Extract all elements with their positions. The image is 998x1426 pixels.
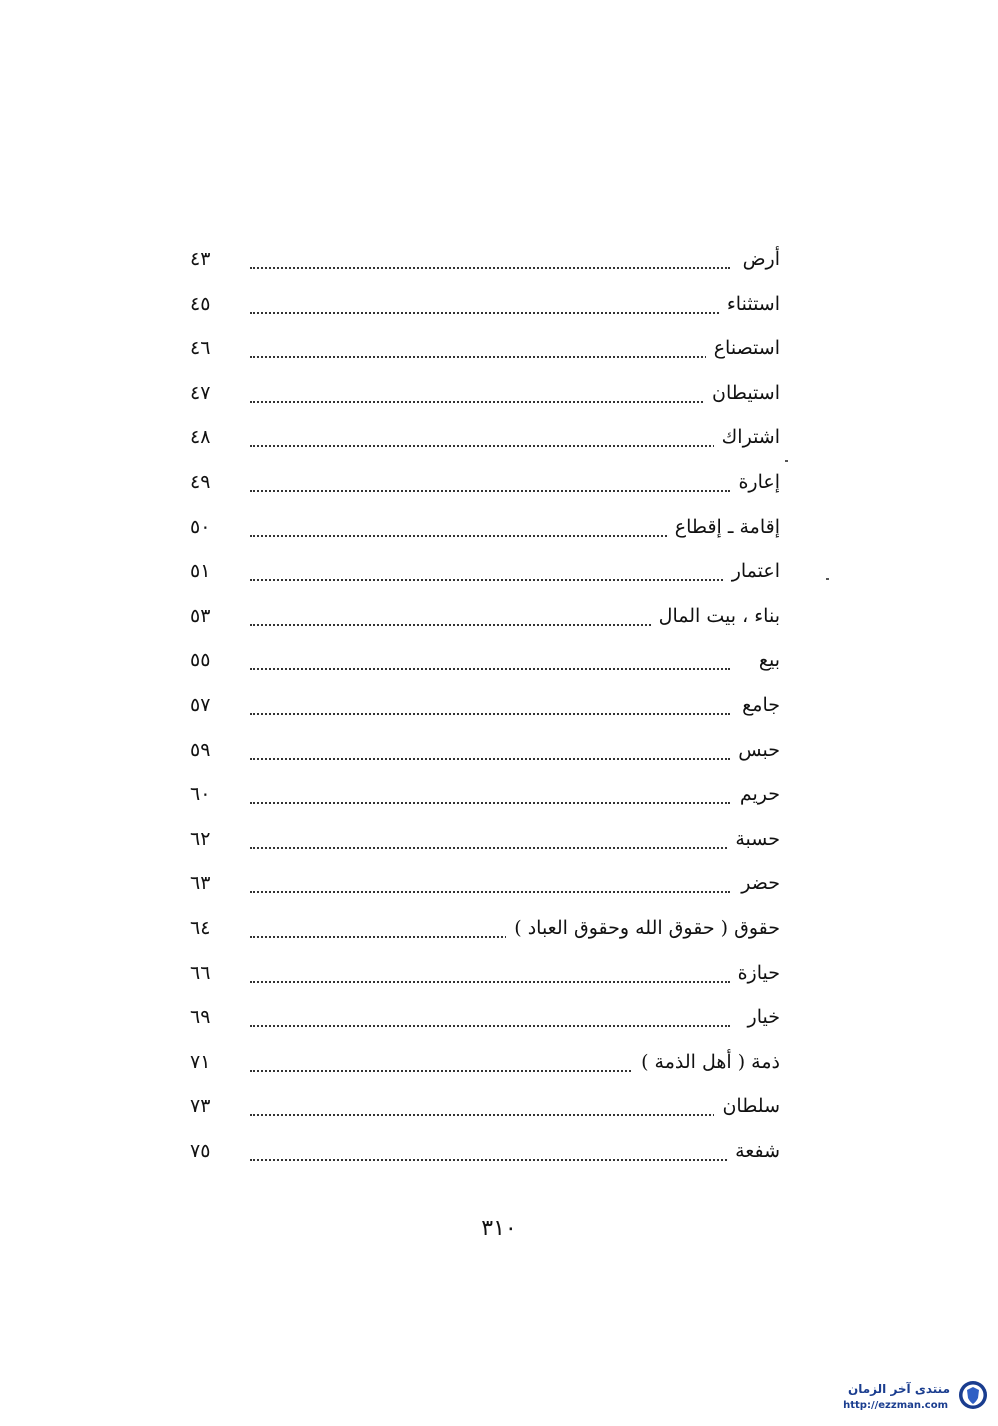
toc-entry-title: إعارة [730,468,780,496]
toc-entry-title: حبس [730,736,780,764]
toc-entry-title: حسبة [727,825,780,853]
toc-entry-title: جامع [734,691,780,719]
toc-entry-title: بيع [751,646,780,674]
toc-entry[interactable] [190,598,780,643]
toc-entry[interactable] [190,1088,780,1133]
toc-entry-title: اعتمار [724,557,780,585]
toc-entry-page: ٧١ [190,1050,211,1073]
watermark-title: منتدى آخر الزمان [848,1382,950,1396]
toc-entry-title: شفعة [727,1137,780,1165]
dot-leader [250,784,730,804]
toc-entry-title: استيطان [704,379,780,407]
stray-mark [785,460,788,462]
toc-entry-title: حقوق ( حقوق الله وحقوق العباد ) [506,914,780,942]
dot-leader [250,383,730,403]
toc-entry[interactable] [190,509,780,554]
toc-entry[interactable] [190,999,780,1044]
toc-entry-page: ٦٤ [190,916,211,939]
dot-leader [250,829,730,849]
toc-entry[interactable] [190,865,780,910]
toc-entry-page: ٤٥ [190,292,211,315]
dot-leader [250,338,730,358]
toc-entry-title: إقامة ـ إقطاع [667,513,780,541]
toc-entry-page: ٤٦ [190,337,211,360]
toc-entry[interactable] [190,821,780,866]
toc-entry-title: استصناع [706,334,780,362]
toc-entry[interactable] [190,330,780,375]
toc-entry-page: ٧٥ [190,1139,211,1162]
dot-leader [250,294,730,314]
toc-entry-page: ٥١ [190,560,211,583]
toc-entry-title: استثناء [719,290,780,318]
dot-leader [250,427,730,447]
stray-mark [826,578,829,580]
dot-leader [250,517,730,537]
table-of-contents [190,241,780,1177]
toc-entry-title: خيار [740,1003,780,1031]
toc-entry[interactable] [190,687,780,732]
toc-entry-title: حريم [732,780,780,808]
dot-leader [250,963,730,983]
toc-entry-page: ٥٥ [190,649,211,672]
dot-leader [250,740,730,760]
watermark-url[interactable]: http://ezzman.com [843,1400,948,1411]
shield-logo-icon [958,1380,988,1410]
toc-entry-page: ٤٧ [190,381,211,404]
toc-entry-title: بناء ، بيت المال [651,602,780,630]
toc-entry-page: ٦٣ [190,872,211,895]
dot-leader [250,249,730,269]
toc-entry-title: اشتراك [714,423,780,451]
toc-entry-page: ٦٦ [190,961,211,984]
toc-entry-page: ٥٠ [190,515,211,538]
toc-entry-page: ٥٩ [190,738,211,761]
toc-entry-page: ٦٢ [190,827,211,850]
dot-leader [250,561,730,581]
toc-entry-page: ٤٨ [190,426,211,449]
dot-leader [250,650,730,670]
toc-entry[interactable] [190,732,780,777]
toc-entry[interactable] [190,1044,780,1089]
dot-leader [250,1096,730,1116]
toc-entry-title: سلطان [714,1092,780,1120]
toc-entry-title: حيازة [730,959,780,987]
toc-entry[interactable] [190,419,780,464]
toc-entry[interactable] [190,910,780,955]
toc-entry-title: حضر [733,869,780,897]
toc-entry-page: ٦٠ [190,783,211,806]
toc-entry[interactable] [190,375,780,420]
page-number: ٣١٠ [481,1216,517,1241]
toc-entry-title: ذمة ( أهل الذمة ) [633,1048,780,1076]
toc-entry-page: ٥٧ [190,693,211,716]
toc-entry[interactable] [190,776,780,821]
toc-entry-page: ٦٩ [190,1006,211,1029]
dot-leader [250,472,730,492]
dot-leader [250,873,730,893]
toc-entry-page: ٤٩ [190,470,211,493]
toc-entry-page: ٥٣ [190,604,211,627]
toc-entry-page: ٤٣ [190,248,211,270]
toc-entry[interactable] [190,1133,780,1178]
toc-entry[interactable] [190,642,780,687]
toc-entry-page: ٧٣ [190,1095,211,1118]
toc-entry[interactable] [190,286,780,331]
toc-entry[interactable] [190,955,780,1000]
watermark[interactable] [808,1380,988,1416]
dot-leader [250,695,730,715]
dot-leader [250,1141,730,1161]
toc-entry-title: أرض [735,245,780,273]
toc-entry[interactable] [190,553,780,598]
toc-entry[interactable] [190,241,780,286]
toc-entry[interactable] [190,464,780,509]
dot-leader [250,1007,730,1027]
